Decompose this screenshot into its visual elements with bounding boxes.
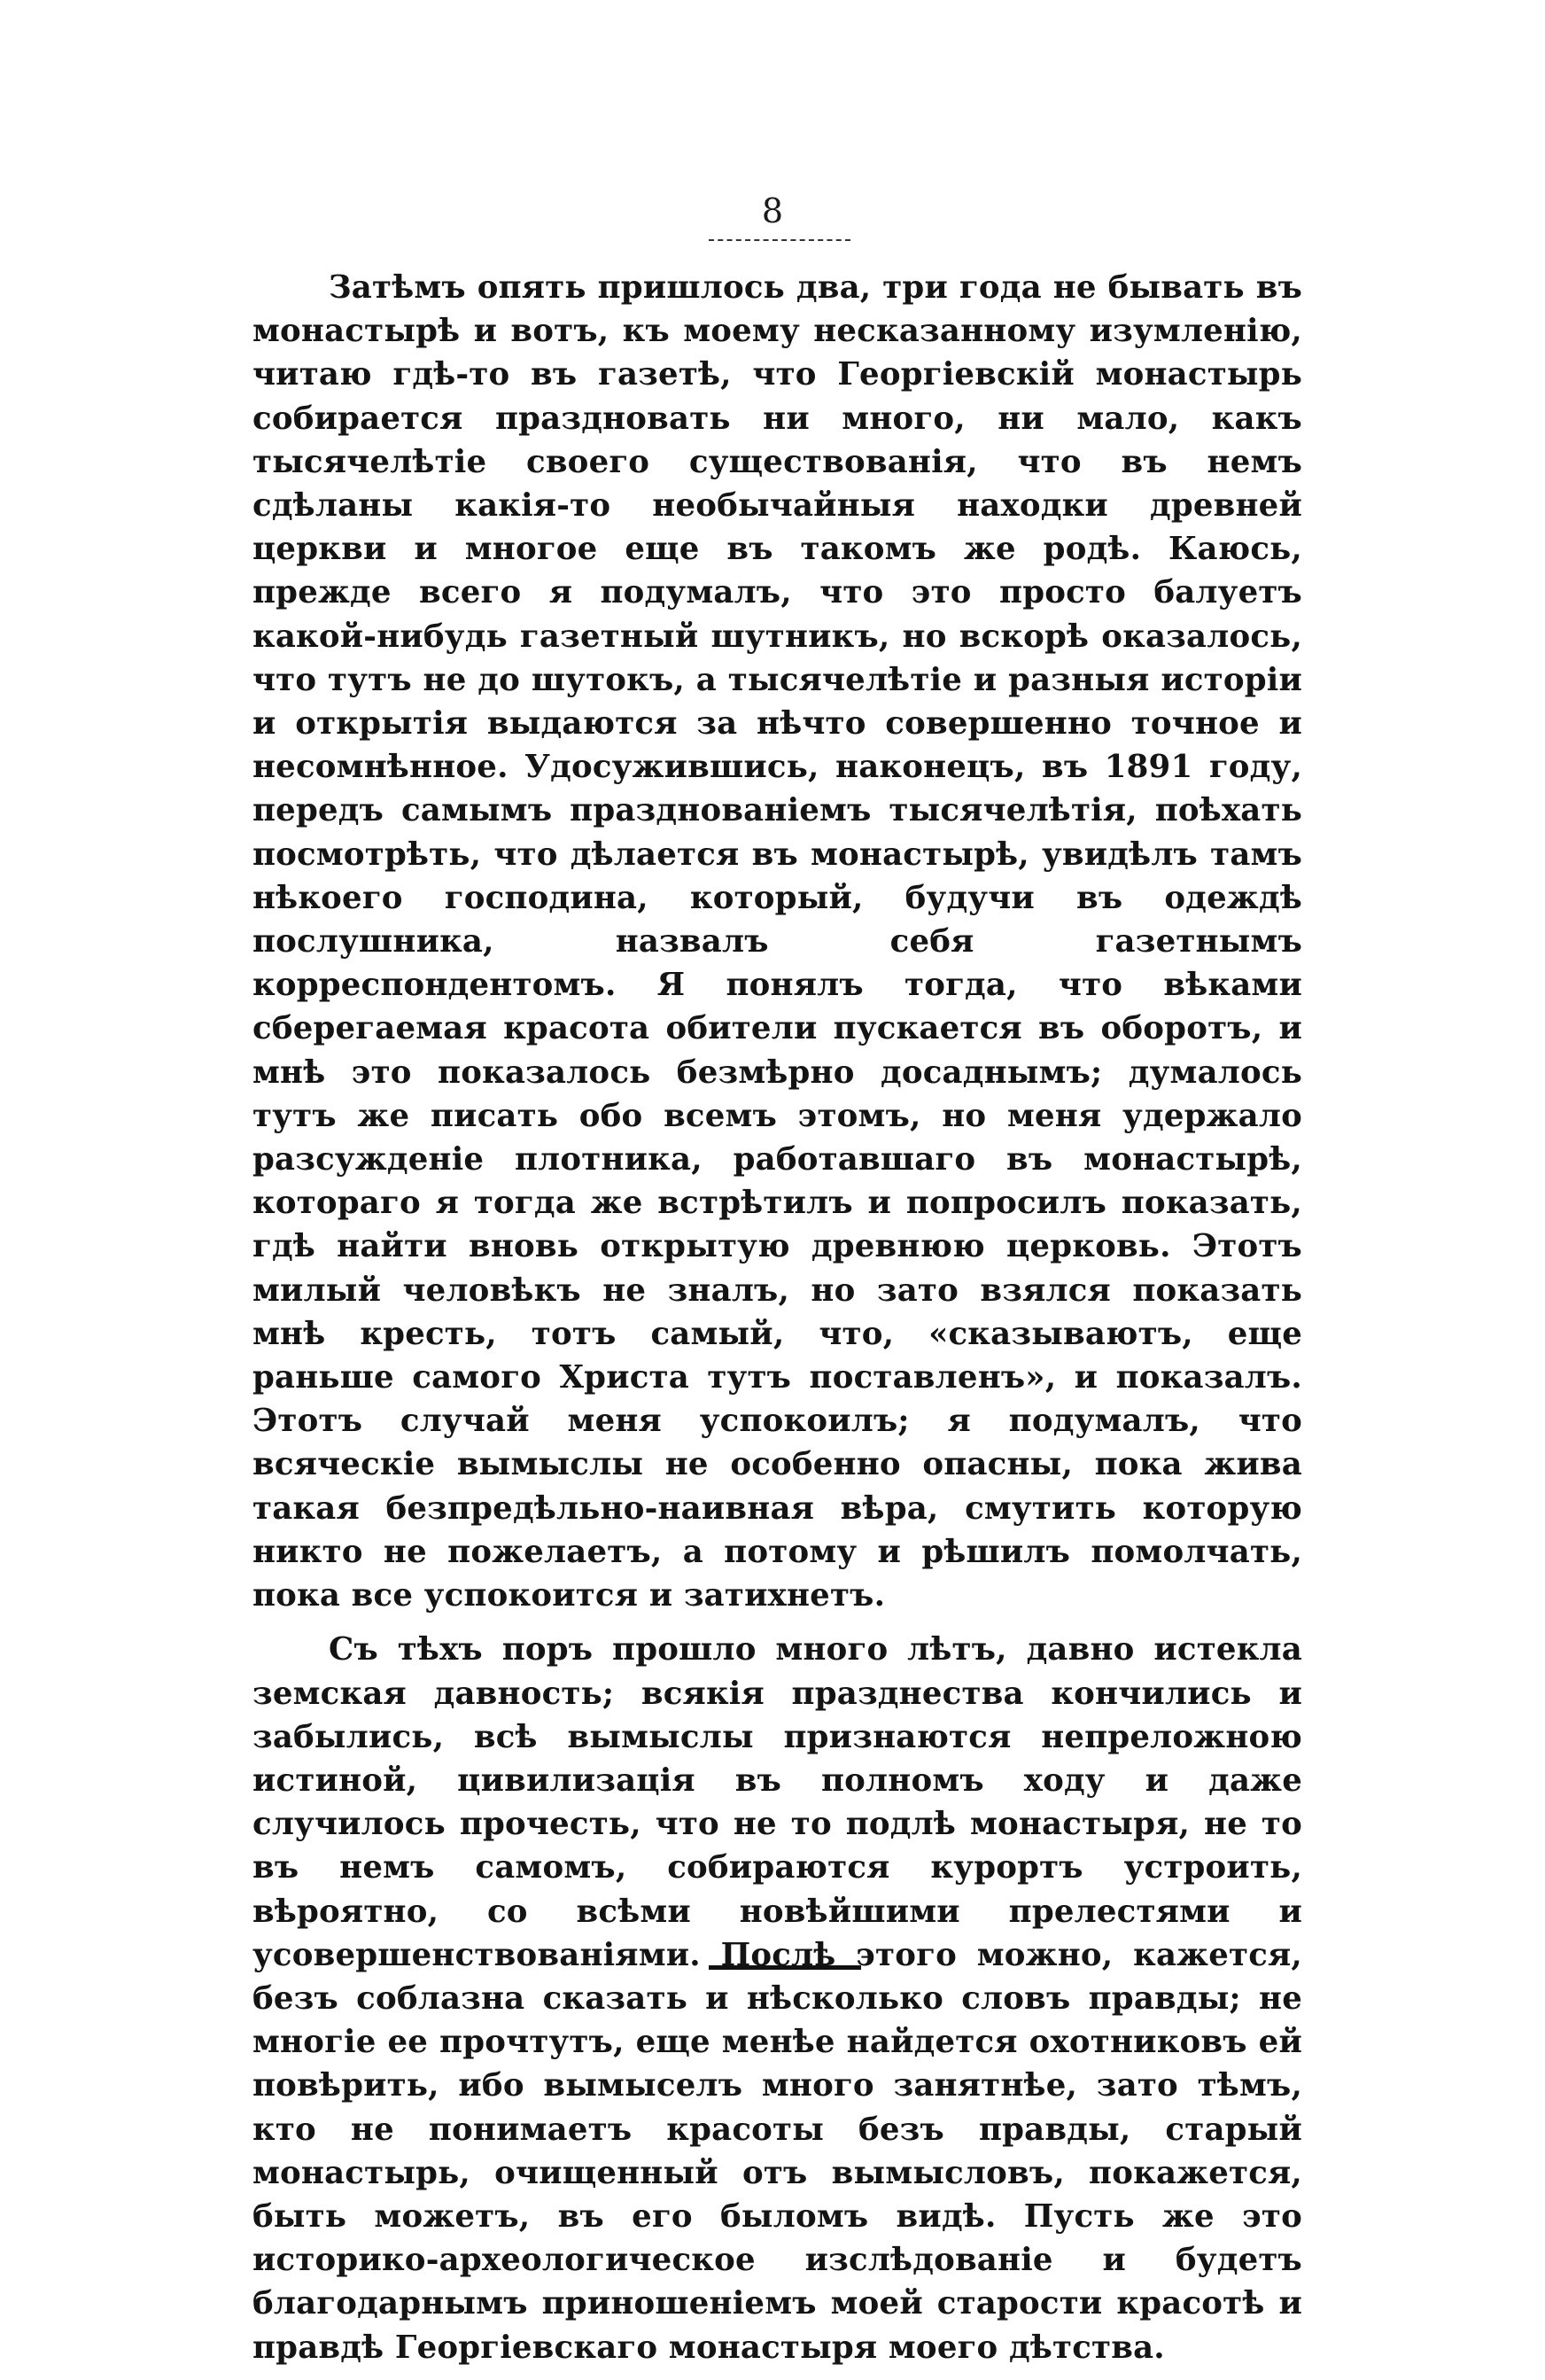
header-divider xyxy=(709,239,850,241)
paragraph-2: Съ тѣхъ поръ прошло много лѣтъ, давно истекла земская давность; всякія празднества кончились и забылись, всѣ вымыслы признаются непреложною истиной, цивилизація въ полномъ ходу и даже случилось прочесть, что не то подлѣ монастыря, не то въ немъ самомъ, собираются курортъ устроить, вѣроятно, со всѣми новѣйшими прелестями и усовершенствованіями. Послѣ этого можно, кажется, безъ соблазна сказать и нѣсколько словъ правды; не многіе ее прочтутъ, еще менѣе найдется охотниковъ ей повѣрить, ибо вымыселъ много занятнѣе, зато тѣмъ, кто не понимаетъ красоты безъ правды, старый монастырь, очищенный отъ вымысловъ, покажется, быть можетъ, въ его быломъ видѣ. Пусть же это историко-археологическое изслѣдованіе и будетъ благодарнымъ приношеніемъ моей старости красотѣ и правдѣ Георгіевскаго монастыря моего дѣтства. xyxy=(252,1631,1302,2366)
paragraph-1: Затѣмъ опять пришлось два, три года не бывать въ монастырѣ и вотъ, къ моему несказанному изумленію, читаю гдѣ-то въ газетѣ, что Георгіевскій монастырь собирается праздновать ни много, ни мало, какъ тысячелѣтіе своего существованія, что въ немъ сдѣланы какія-то необычайныя находки древней церкви и многое еще въ такомъ же родѣ. Каюсь, прежде всего я подумалъ, что это просто балуетъ какой-нибудь газетный шутникъ, но вскорѣ оказалось, что тутъ не до шутокъ, а тысячелѣтіе и разныя исторіи и открытія выдаются за нѣчто совершенно точное и несомнѣнное. Удосужившись, наконецъ, въ 1891 году, передъ самымъ празднованіемъ тысячелѣтія, поѣхать посмотрѣть, что дѣлается въ монастырѣ, увидѣлъ тамъ нѣкоего господина, который, будучи въ одеждѣ послушника, назвалъ себя газетнымъ корреспондентомъ. Я понялъ тогда, что вѣками сберегаемая красота обители пускается въ оборотъ, и мнѣ это показалось безмѣрно досаднымъ; думалось тутъ же писать обо всемъ этомъ, но меня удержало разсужденіе плотника, работавшаго въ монастырѣ, котораго я тогда же встрѣтилъ и попросилъ показать, гдѣ найти вновь открытую древнюю церковь. Этотъ милый человѣкъ не зналъ, но зато взялся показать мнѣ кресть, тотъ самый, что, «сказываютъ, еще раньше самого Христа тутъ поставленъ», и показалъ. Этотъ случай меня успокоилъ; я подумалъ, что всяческіе вымыслы не особенно опасны, пока жива такая безпредѣльно-наивная вѣра, смутить которую никто не пожелаетъ, а потому и рѣшилъ помолчать, пока все успокоится и затихнетъ. xyxy=(252,269,1302,1614)
end-rule xyxy=(709,1965,861,1970)
page-header xyxy=(0,193,1545,229)
body-text xyxy=(252,266,1302,2380)
page-number: 8 xyxy=(761,191,784,230)
